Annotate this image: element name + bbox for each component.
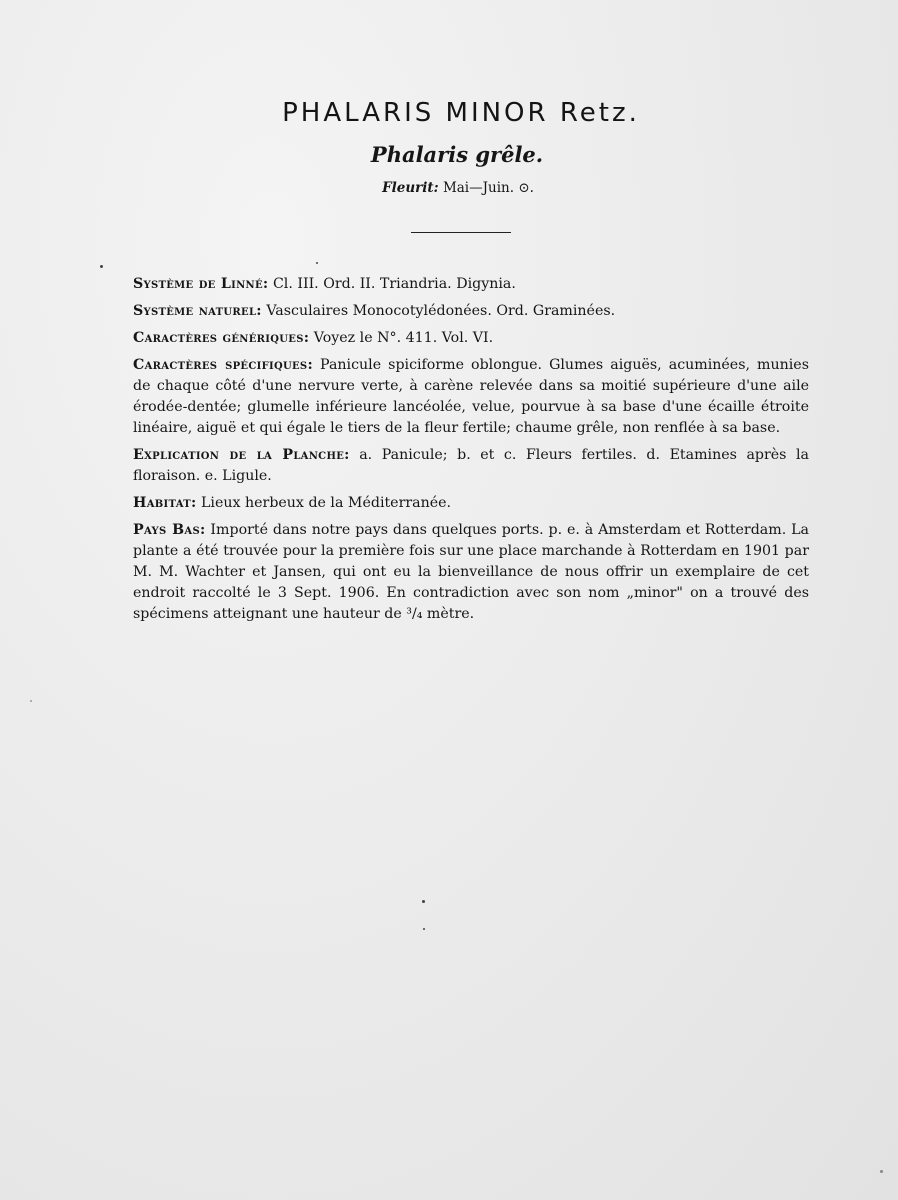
paper-speck [316,262,318,264]
paper-speck [423,928,425,930]
section-label: Habitat: [133,495,197,511]
section-linne [133,274,809,295]
section-text: Vasculaires Monocotylédonées. Ord. Graminées. [261,303,616,319]
section-label: Explication de la Planche: [133,447,350,463]
species-title: PHALARIS MINOR Retz. [282,98,640,128]
flowering-line [0,180,898,196]
common-name: Phalaris grêle. [370,142,544,167]
flowering-label: Fleurit: [382,180,439,196]
paper-speck [422,900,425,903]
section-label: Pays Bas: [133,522,206,538]
section-planche [133,445,809,487]
section-pays-bas [133,520,809,625]
section-text: Lieux herbeux de la Méditerranée. [196,495,452,511]
section-text: Panicule spiciforme oblongue. Glumes aiguës, acuminées, munies de chaque côté d'une nervure verte, à carène relevée dans sa moitié supérieure d'une aile érodée-dentée; glumelle inférieure lancéolée, velue, pourvue à sa base d'une écaille étroite linéaire, aiguë et qui égale le tiers de la fleur fertile; chaume grêle, non renflée à sa base. [133,357,809,436]
flowering-value: Mai—Juin. ⊙. [442,180,534,196]
paper-speck [880,1170,883,1173]
section-label: Caractères spécifiques: [133,357,313,373]
description-body [133,274,809,631]
paper-speck [100,265,103,268]
section-text: Cl. III. Ord. II. Triandria. Digynia. [268,276,516,292]
section-label: Système de Linné: [133,276,269,292]
section-text: Importé dans notre pays dans quelques ports. p. e. à Amsterdam et Rotterdam. La plante a été trouvée pour la première fois sur une place marchande à Rotterdam en 1901 par M. M. Wachter et Jansen, qui ont eu la bienveillance de nous offrir un exemplaire de cet endroit raccolté le 3 Sept. 1906. En contradiction avec son nom „minor" on a trouvé des spécimens atteignant une hauteur de ³/₄ mètre. [133,522,809,622]
paper-speck [30,700,32,702]
title-divider [411,232,511,233]
section-naturel [133,301,809,322]
section-habitat [133,493,809,514]
section-specifiques [133,355,809,439]
section-text: Voyez le N°. 411. Vol. VI. [309,330,494,346]
section-label: Caractères génériques: [133,330,310,346]
section-text: a. Panicule; b. et c. Fleurs fertiles. d. Etamines après la floraison. e. Ligule. [133,447,809,484]
section-generiques [133,328,809,349]
section-label: Système naturel: [133,303,262,319]
